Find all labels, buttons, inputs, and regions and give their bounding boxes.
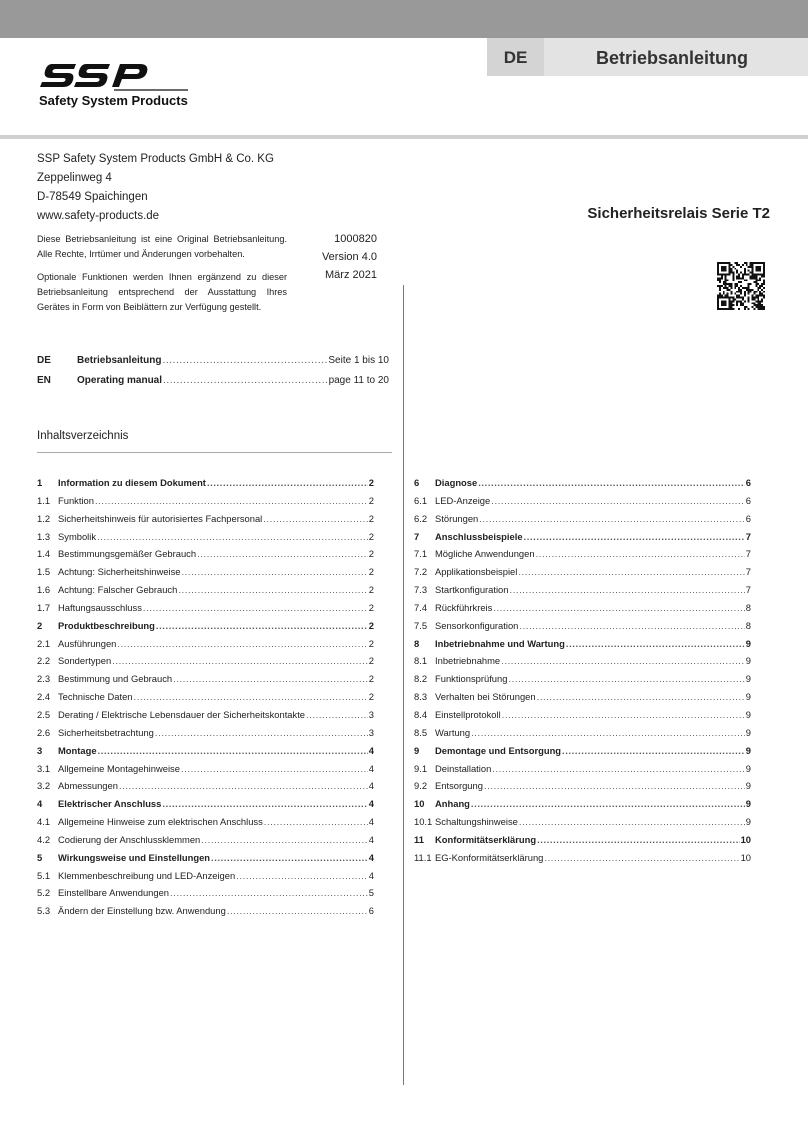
toc-entry-page: 9 <box>745 744 751 756</box>
toc-entry-title: Achtung: Falscher Gebrauch <box>58 584 178 596</box>
toc-entry-title: Applikationsbeispiel <box>435 566 518 578</box>
dot-leader <box>170 887 368 898</box>
toc-entry[interactable] <box>414 602 751 620</box>
toc-entry-page: 3 <box>368 726 374 738</box>
optional-functions-note: Optionale Funktionen werden Ihnen ergänzend zu dieser Betriebsanleitung entsprechend der Ausstattung Ihres Gerätes in Form von Beiblättern zur Verfügung gestellt. <box>37 272 287 312</box>
toc-entry-page: 4 <box>368 780 374 792</box>
toc-entry-number: 10 <box>414 798 425 810</box>
toc-entry-page: 8 <box>745 619 751 631</box>
product-title: Sicherheitsrelais Serie T2 <box>587 205 770 222</box>
toc-entry-number: 6.1 <box>414 494 428 506</box>
toc-entry-page: 3 <box>368 708 374 720</box>
language-pages: page 11 to 20 <box>328 375 389 386</box>
toc-entry[interactable] <box>37 566 374 584</box>
toc-entry[interactable] <box>37 834 374 852</box>
toc-chapter-entry[interactable] <box>414 798 751 816</box>
original-manual-note: Diese Betriebsanleitung ist eine Original Betriebsanleitung. Alle Rechte, Irrtümer und Änderungen vorbehalten. <box>37 234 287 259</box>
toc-entry-title: Einstellprotokoll <box>435 708 501 720</box>
toc-entry-number: 2.5 <box>37 708 51 720</box>
toc-entry[interactable] <box>414 673 751 691</box>
toc-chapter-entry[interactable] <box>37 477 374 495</box>
toc-entry-title: Anschlussbeispiele <box>435 530 523 542</box>
dot-leader <box>181 566 367 577</box>
toc-entry[interactable] <box>37 870 374 888</box>
toc-entry-title: Sicherheitsbetrachtung <box>58 726 154 738</box>
toc-entry-page: 7 <box>745 566 751 578</box>
toc-entry-title: Derating / Elektrische Lebensdauer der Sicherheitskontakte <box>58 708 306 720</box>
toc-entry-title: LED-Anzeige <box>435 494 491 506</box>
toc-entry-number: 1.2 <box>37 512 51 524</box>
toc-entry-number: 5.3 <box>37 905 51 917</box>
toc-entry[interactable] <box>37 691 374 709</box>
toc-entry-title: Funktion <box>58 494 94 506</box>
toc-entry-page: 10 <box>740 851 751 863</box>
toc-entry[interactable] <box>37 763 374 781</box>
toc-entry-title: Einstellbare Anwendungen <box>58 887 170 899</box>
dot-leader <box>478 477 745 488</box>
toc-entry-page: 6 <box>745 494 751 506</box>
toc-entry-number: 9.1 <box>414 762 428 774</box>
toc-entry-page: 4 <box>368 744 374 756</box>
dot-leader <box>143 602 368 613</box>
dot-leader <box>98 745 368 756</box>
toc-entry-page: 9 <box>745 726 751 738</box>
dot-leader <box>479 513 745 524</box>
toc-entry[interactable] <box>414 691 751 709</box>
toc-entry-page: 2 <box>368 494 374 506</box>
toc-entry-title: Anhang <box>435 798 470 810</box>
toc-entry-page: 9 <box>745 691 751 703</box>
toc-entry-title: Allgemeine Hinweise zum elektrischen Anschluss <box>58 816 263 828</box>
toc-entry[interactable] <box>414 548 751 566</box>
dot-leader <box>134 691 368 702</box>
toc-entry-title: Deinstallation <box>435 762 492 774</box>
language-pages: Seite 1 bis 10 <box>328 355 389 366</box>
dot-leader <box>173 673 368 684</box>
company-city: D-78549 Spaichingen <box>37 191 148 203</box>
toc-entry-number: 4.1 <box>37 816 51 828</box>
dot-leader <box>207 477 368 488</box>
toc-entry-title: Produktbeschreibung <box>58 619 155 631</box>
toc-entry-number: 2.4 <box>37 691 51 703</box>
toc-entry-title: Montage <box>58 744 97 756</box>
language-title: Operating manual <box>77 375 163 386</box>
dot-leader <box>201 834 368 845</box>
toc-heading: Inhaltsverzeichnis <box>37 430 129 442</box>
toc-entry-number: 5.2 <box>37 887 51 899</box>
toc-entry-title: Sondertypen <box>58 655 112 667</box>
toc-entry-title: Diagnose <box>435 477 478 488</box>
dot-leader <box>492 763 744 774</box>
company-website: www.safety-products.de <box>37 210 160 222</box>
toc-entry[interactable] <box>37 548 374 566</box>
toc-entry[interactable] <box>414 780 751 798</box>
toc-chapter-entry[interactable] <box>414 745 751 763</box>
toc-entry-number: 8.4 <box>414 708 428 720</box>
dot-leader <box>155 727 368 738</box>
language-row-en[interactable] <box>37 375 389 391</box>
company-name: SSP Safety System Products GmbH & Co. KG <box>37 153 274 165</box>
toc-entry-number: 2.2 <box>37 655 51 667</box>
toc-entry[interactable] <box>414 620 751 638</box>
language-badge: DE <box>487 38 544 76</box>
ssp-logo-wordmark <box>38 58 188 94</box>
toc-chapter-entry[interactable] <box>37 620 374 638</box>
toc-entry[interactable] <box>37 727 374 745</box>
dot-leader <box>162 355 327 366</box>
toc-entry[interactable] <box>414 709 751 727</box>
toc-entry[interactable] <box>37 602 374 620</box>
toc-entry-number: 7.1 <box>414 548 428 560</box>
toc-chapter-entry[interactable] <box>37 798 374 816</box>
dot-leader <box>471 727 745 738</box>
dot-leader <box>544 852 739 863</box>
toc-entry-number: 3.1 <box>37 762 51 774</box>
toc-entry-title: Rückführkreis <box>435 601 493 613</box>
toc-entry-page: 6 <box>368 905 374 917</box>
toc-entry-title: Achtung: Sicherheitshinweise <box>58 566 181 578</box>
dot-leader <box>524 531 745 542</box>
company-street: Zeppelinweg 4 <box>37 172 112 184</box>
toc-entry[interactable] <box>414 584 751 602</box>
toc-entry-number: 9 <box>414 744 420 756</box>
toc-entry-number: 2.1 <box>37 637 51 649</box>
toc-entry-number: 5 <box>37 851 43 863</box>
toc-entry-page: 2 <box>368 477 374 488</box>
toc-entry-title: Allgemeine Montagehinweise <box>58 762 180 774</box>
document-version: Version 4.0 <box>321 251 377 263</box>
toc-entry-number: 7.3 <box>414 584 428 596</box>
toc-entry-title: Bestimmung und Gebrauch <box>58 673 173 685</box>
toc-entry-page: 9 <box>745 762 751 774</box>
toc-chapter-entry[interactable] <box>414 638 751 656</box>
toc-entry-number: 1.4 <box>37 548 51 560</box>
toc-entry-title: Abmessungen <box>58 780 118 792</box>
toc-entry-page: 4 <box>368 762 374 774</box>
ssp-logo <box>38 58 188 114</box>
column-divider <box>403 285 404 1085</box>
toc-entry-title: Mögliche Anwendungen <box>435 548 535 560</box>
toc-entry-page: 2 <box>368 530 374 542</box>
toc-entry-title: Inbetriebnahme <box>435 655 501 667</box>
dot-leader <box>119 780 368 791</box>
toc-entry-page: 4 <box>368 816 374 828</box>
toc-entry[interactable] <box>414 816 751 834</box>
toc-entry-number: 11.1 <box>414 851 432 863</box>
toc-entry-title: Schaltungshinweise <box>435 816 518 828</box>
toc-entry-title: Demontage und Entsorgung <box>435 744 562 756</box>
dot-leader <box>306 709 368 720</box>
toc-entry[interactable] <box>37 513 374 531</box>
toc-chapter-entry[interactable] <box>37 852 374 870</box>
toc-entry-page: 2 <box>368 691 374 703</box>
toc-chapter-entry[interactable] <box>414 531 751 549</box>
toc-entry-title: Codierung der Anschlussklemmen <box>58 833 201 845</box>
toc-entry-page: 6 <box>745 477 751 488</box>
language-title: Betriebsanleitung <box>77 355 162 366</box>
toc-entry-page: 9 <box>745 780 751 792</box>
toc-entry[interactable] <box>37 638 374 656</box>
dot-leader <box>536 548 745 559</box>
document-type-label: Betriebsanleitung <box>544 38 808 76</box>
dot-leader <box>117 638 367 649</box>
toc-entry-title: Inbetriebnahme und Wartung <box>435 637 565 649</box>
toc-entry-number: 7.5 <box>414 619 428 631</box>
document-number: 1000820 <box>334 233 377 245</box>
toc-entry[interactable] <box>414 513 751 531</box>
toc-entry[interactable] <box>414 655 751 673</box>
dot-leader <box>211 852 368 863</box>
toc-entry[interactable] <box>414 763 751 781</box>
toc-entry-title: Klemmenbeschreibung und LED-Anzeigen <box>58 869 236 881</box>
toc-entry-page: 9 <box>745 637 751 649</box>
toc-entry-number: 7.4 <box>414 601 428 613</box>
toc-entry-number: 1.3 <box>37 530 51 542</box>
toc-chapter-entry[interactable] <box>414 834 751 852</box>
logo-tagline: Safety System Products <box>39 93 188 108</box>
dot-leader <box>471 798 745 809</box>
toc-entry-page: 4 <box>368 869 374 881</box>
toc-entry[interactable] <box>37 709 374 727</box>
header-band <box>0 0 808 38</box>
toc-entry-page: 9 <box>745 798 751 810</box>
toc-entry-number: 4 <box>37 798 43 810</box>
dot-leader <box>197 548 368 559</box>
toc-entry-page: 7 <box>745 584 751 596</box>
toc-entry-page: 4 <box>368 798 374 810</box>
dot-leader <box>501 655 745 666</box>
toc-entry-number: 2.6 <box>37 726 51 738</box>
toc-entry[interactable] <box>414 727 751 745</box>
language-row-de[interactable] <box>37 355 389 371</box>
toc-entry-page: 2 <box>368 637 374 649</box>
dot-leader <box>502 709 745 720</box>
dot-leader <box>537 834 740 845</box>
toc-entry[interactable] <box>37 905 374 923</box>
toc-entry-number: 3.2 <box>37 780 51 792</box>
toc-entry[interactable] <box>414 495 751 513</box>
toc-entry-title: Startkonfiguration <box>435 584 509 596</box>
toc-entry-page: 6 <box>745 512 751 524</box>
toc-entry-title: EG-Konformitätserklärung <box>435 851 544 863</box>
toc-chapter-entry[interactable] <box>37 745 374 763</box>
toc-entry-title: Haftungsausschluss <box>58 601 142 613</box>
qr-code-graphic <box>717 262 765 310</box>
dot-leader <box>264 816 368 827</box>
toc-entry-title: Verhalten bei Störungen <box>435 691 536 703</box>
toc-entry[interactable] <box>37 887 374 905</box>
dot-leader <box>178 584 367 595</box>
toc-entry[interactable] <box>37 816 374 834</box>
toc-entry-title: Technische Daten <box>58 691 133 703</box>
toc-entry-page: 2 <box>368 548 374 560</box>
toc-entry-number: 11 <box>414 833 424 845</box>
language-code: EN <box>37 375 51 386</box>
toc-entry-title: Sensorkonfiguration <box>435 619 519 631</box>
toc-entry[interactable] <box>414 566 751 584</box>
toc-entry-title: Wirkungsweise und Einstellungen <box>58 851 211 863</box>
dot-leader <box>491 495 745 506</box>
toc-entry-page: 2 <box>368 512 374 524</box>
toc-entry-number: 2.3 <box>37 673 51 685</box>
toc-entry[interactable] <box>37 673 374 691</box>
toc-entry-page: 7 <box>745 548 751 560</box>
dot-leader <box>97 531 368 542</box>
toc-entry-page: 10 <box>740 833 751 845</box>
toc-entry-number: 5.1 <box>37 869 51 881</box>
dot-leader <box>537 691 745 702</box>
toc-entry-page: 2 <box>368 655 374 667</box>
toc-entry-title: Information zu diesem Dokument <box>58 477 206 488</box>
toc-entry-page: 2 <box>368 601 374 613</box>
toc-entry-number: 1.7 <box>37 601 51 613</box>
toc-entry[interactable] <box>37 780 374 798</box>
dot-leader <box>95 495 368 506</box>
toc-entry-number: 1.1 <box>37 494 51 506</box>
toc-entry-number: 1.6 <box>37 584 51 596</box>
dot-leader <box>519 816 745 827</box>
dot-leader <box>163 375 328 386</box>
toc-entry-page: 9 <box>745 816 751 828</box>
dot-leader <box>519 620 744 631</box>
toc-entry-number: 10.1 <box>414 816 433 828</box>
toc-entry-title: Störungen <box>435 512 479 524</box>
toc-right-column <box>414 477 751 870</box>
toc-chapter-entry[interactable] <box>414 477 751 495</box>
toc-entry-title: Entsorgung <box>435 780 483 792</box>
toc-entry-title: Elektrischer Anschluss <box>58 798 162 810</box>
toc-entry-number: 6 <box>414 477 420 488</box>
dot-leader <box>493 602 744 613</box>
toc-entry-page: 2 <box>368 566 374 578</box>
toc-entry-number: 1 <box>37 477 43 488</box>
dot-leader <box>518 566 744 577</box>
dot-leader <box>162 798 367 809</box>
toc-entry-number: 4.2 <box>37 833 51 845</box>
toc-entry-title: Ändern der Einstellung bzw. Anwendung <box>58 905 226 917</box>
toc-entry-number: 8.2 <box>414 673 428 685</box>
toc-entry[interactable] <box>37 495 374 513</box>
qr-code <box>717 262 765 315</box>
toc-entry-title: Wartung <box>435 726 471 738</box>
toc-entry-number: 9.2 <box>414 780 428 792</box>
toc-entry-title: Konformitätserklärung <box>435 833 537 845</box>
toc-entry[interactable] <box>37 655 374 673</box>
toc-entry-page: 2 <box>368 584 374 596</box>
toc-entry-number: 3 <box>37 744 43 756</box>
dot-leader <box>112 655 368 666</box>
toc-entry-page: 4 <box>368 851 374 863</box>
toc-entry-page: 2 <box>368 673 374 685</box>
dot-leader <box>156 620 368 631</box>
toc-entry-number: 8.5 <box>414 726 428 738</box>
toc-entry-page: 9 <box>745 673 751 685</box>
dot-leader <box>562 745 745 756</box>
toc-left-column <box>37 477 374 923</box>
toc-heading-rule <box>37 452 392 453</box>
dot-leader <box>484 780 745 791</box>
toc-entry[interactable] <box>414 852 751 870</box>
toc-entry-title: Funktionsprüfung <box>435 673 508 685</box>
toc-entry-page: 8 <box>745 601 751 613</box>
toc-entry-number: 6.2 <box>414 512 428 524</box>
document-date: März 2021 <box>325 269 377 281</box>
toc-entry[interactable] <box>37 531 374 549</box>
dot-leader <box>227 905 368 916</box>
toc-entry[interactable] <box>37 584 374 602</box>
toc-entry-number: 8.1 <box>414 655 428 667</box>
dot-leader <box>509 584 744 595</box>
toc-entry-title: Symbolik <box>58 530 97 542</box>
toc-entry-page: 5 <box>368 887 374 899</box>
toc-entry-number: 8.3 <box>414 691 428 703</box>
dot-leader <box>566 638 745 649</box>
toc-entry-title: Ausführungen <box>58 637 117 649</box>
toc-entry-page: 7 <box>745 530 751 542</box>
dot-leader <box>508 673 744 684</box>
toc-entry-number: 1.5 <box>37 566 51 578</box>
toc-entry-page: 2 <box>368 619 374 631</box>
toc-entry-page: 9 <box>745 708 751 720</box>
toc-entry-number: 7.2 <box>414 566 428 578</box>
toc-entry-number: 2 <box>37 619 43 631</box>
toc-entry-title: Sicherheitshinweis für autorisiertes Fachpersonal <box>58 512 263 524</box>
header-divider <box>0 135 808 139</box>
toc-entry-number: 8 <box>414 637 420 649</box>
toc-entry-page: 4 <box>368 833 374 845</box>
dot-leader <box>263 513 368 524</box>
language-code: DE <box>37 355 51 366</box>
toc-entry-title: Bestimmungsgemäßer Gebrauch <box>58 548 197 560</box>
toc-entry-page: 9 <box>745 655 751 667</box>
toc-entry-number: 7 <box>414 530 420 542</box>
dot-leader <box>236 870 368 881</box>
dot-leader <box>181 763 368 774</box>
